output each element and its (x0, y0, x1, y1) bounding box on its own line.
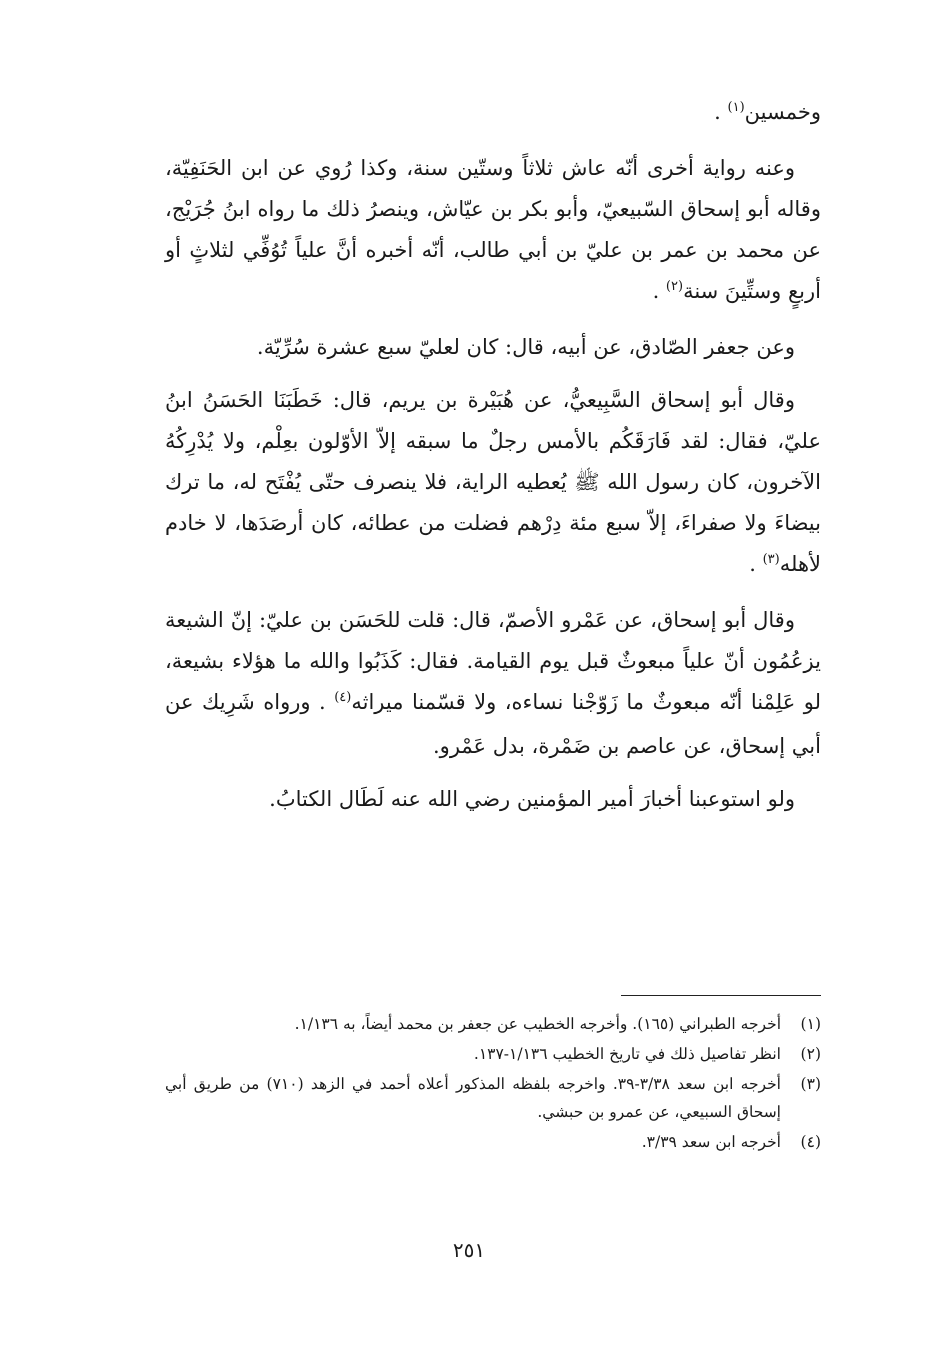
footnote-text: أخرجه ابن سعد ٣/٣٩. (641, 1133, 781, 1151)
footnote-divider (621, 995, 821, 996)
paragraph-6-text: ولو استوعبنا أخبارَ أمير المؤمنين رضي الله عنه لَطَال الكتابُ. (269, 787, 795, 811)
paragraph-3 (165, 327, 821, 368)
paragraph-3-text: وعن جعفر الصّادق، عن أبيه، قال: كان لعليّ سبع عشرة سُرِّيّة. (256, 335, 795, 359)
paragraph-1-text: وخمسين (744, 100, 821, 124)
footnote-number: (٢) (800, 1045, 821, 1063)
paragraph-1 (165, 92, 821, 136)
paragraph-5 (165, 600, 821, 767)
paragraph-2-end: . (652, 279, 666, 303)
footnote-text: أخرجه ابن سعد ٣/٣٨-٣٩. واخرجه بلفظه المذكور أعلاه أحمد في الزهد (٧١٠) من طريق أبي إسحاق السبيعي، عن عمرو بن حبشي. (165, 1075, 781, 1121)
footnote-text: أخرجه الطبراني (١٦٥). وأخرجه الخطيب عن جعفر بن محمد أيضاً، به ١/١٣٦. (294, 1015, 781, 1033)
footnote-ref-2: (٢) (665, 279, 684, 294)
paragraph-2 (165, 148, 821, 315)
footnote-number: (٣) (800, 1075, 821, 1093)
main-text (165, 92, 821, 832)
footnote-4 (165, 1128, 821, 1156)
footnotes (165, 1010, 821, 1158)
footnote-ref-3: (٣) (762, 552, 780, 567)
paragraph-4-text: وقال أبو إسحاق السَّبِيعيُّ، عن هُبَيْرة بن يريم، قال: خَطَبَنَا الحَسَنُ ابنُ عليّ، فقال: لقد فَارَقَكُم بالأمس رجلٌ ما سبقه إلاّ الأوّلون بعِلْم، ولا يُدْرِكُهُ الآخرون، كان رسول الله ﷺ يُعطيه الراية، فلا ينصرف حتّى يُفْتَح له، ما ترك بيضاءَ ولا صفراءَ، إلاّ سبع مئة دِرْهم فضلت من عطائه، كان أرصَدَها، لا خادم لأهله (165, 388, 821, 576)
paragraph-2-text: وعنه رواية أخرى أنّه عاش ثلاثاً وستّين سنة، وكذا رُوي عن ابن الحَنَفِيّة، وقاله أبو إسحاق السّبيعيّ، وأبو بكر بن عيّاش، وينصرُ ذلك ما رواه ابنُ جُرَيْج، عن محمد بن عمر بن عليّ بن أبي طالب، أنّه أخبره أنَّ علياً تُوُفِّي لثلاثٍ أو أربعٍ وستِّينَ سنة (165, 156, 821, 303)
paragraph-5-text: وقال أبو إسحاق، عن عَمْرو الأصمّ، قال: قلت للحَسَن بن عليّ: إنّ الشيعة يزعُمُون أنّ علياً مبعوثٌ قبل يوم القيامة. فقال: كَذَبُوا والله ما هؤلاء بشيعة، لو عَلِمْنا أنّه مبعوثٌ ما زَوّجْنا نساءه، ولا قسّمنا ميراثه (165, 608, 821, 714)
paragraph-4 (165, 380, 821, 588)
paragraph-5-end: . ورواه شَرِيك عن أبي إسحاق، عن عاصم بن ضَمْرة، بدل عَمْرو. (165, 690, 821, 758)
paragraph-1-end: . (714, 100, 728, 124)
paragraph-6 (165, 779, 821, 820)
paragraph-4-end: . (749, 552, 763, 576)
footnote-text: انظر تفاصيل ذلك في تاريخ الخطيب ١/١٣٦-١٣٧. (473, 1045, 781, 1063)
page-number: ٢٥١ (452, 1238, 486, 1262)
footnote-2 (165, 1040, 821, 1068)
footnote-ref-4: (٤) (334, 690, 352, 705)
footnote-1 (165, 1010, 821, 1038)
footnote-ref-1: (١) (727, 100, 745, 115)
footnote-number: (١) (800, 1015, 821, 1033)
footnote-number: (٤) (800, 1133, 821, 1151)
footnote-3 (165, 1070, 821, 1126)
